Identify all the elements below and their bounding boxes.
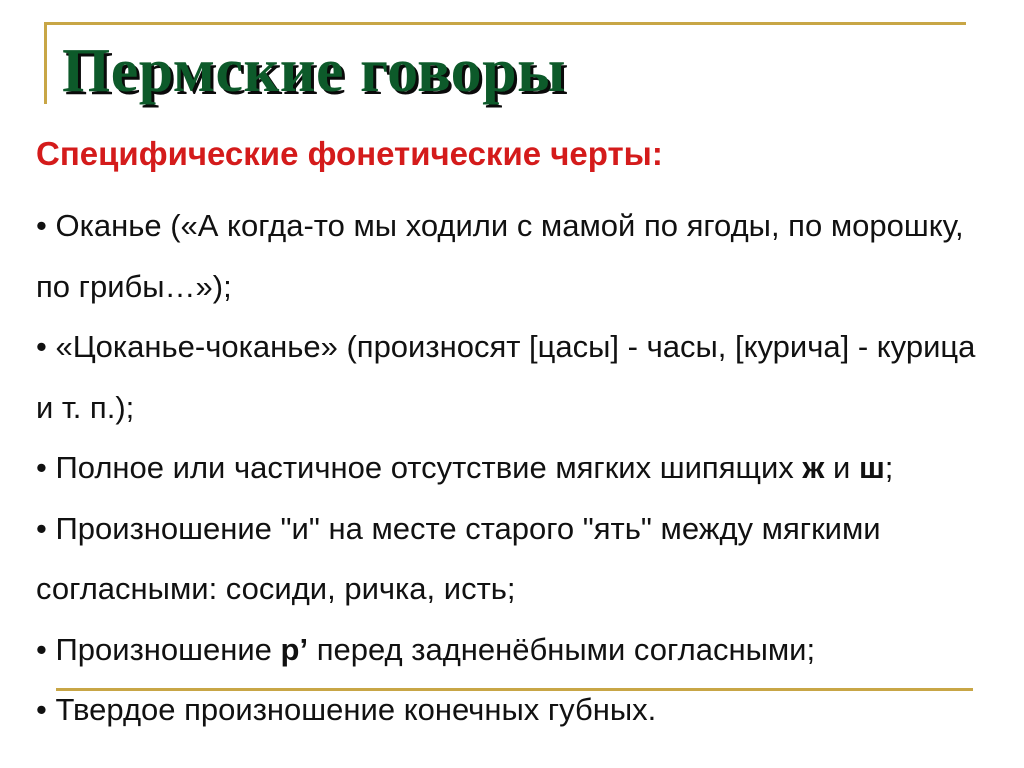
bullet-marker: • [36,450,47,485]
bold-letter-sh: ш [858,450,885,485]
bullet-text: «Цоканье-чоканье» (произносят [цасы] - часы, [курича] - курица и т. п.); [36,329,976,425]
bullet-list [36,196,996,741]
decor-line-left [44,22,47,104]
bold-letter-r: р’ [280,631,309,667]
bullet-text-mid: и [824,450,859,485]
bullet-text: Оканье («А когда-то мы ходили с мамой по ягоды, по морошку, по грибы…»); [36,208,964,304]
slide-title: Пермские говоры [62,37,567,105]
bold-letter-zh: ж [802,450,825,485]
bullet-text-post: перед задненёбными согласными; [308,631,816,667]
bullet-marker: • [36,329,47,364]
bullet-marker: • [36,692,47,727]
decor-line-top [44,22,966,25]
bullet-item-tsokanye [36,317,996,438]
bullet-text: Произношение "и" на месте старого "ять" между мягкими согласными: сосиди, ричка, исть; [36,510,881,606]
bullet-text-post: ; [884,450,894,485]
slide-subtitle: Специфические фонетические черты: [36,135,663,172]
bullet-item-shipyashchie [36,438,996,499]
bullet-marker: • [36,208,47,243]
bullet-marker: • [36,631,47,667]
bullet-text-pre: Произношение [55,631,281,667]
bullet-item-gubnye [36,680,996,741]
bullet-item-okanye [36,196,996,317]
bullet-item-r-soft [36,620,996,681]
bullet-text: Твердое произношение конечных губных. [55,692,657,727]
bullet-item-yat [36,499,996,620]
bullet-marker: • [36,510,47,546]
bullet-text-pre: Полное или частичное отсутствие мягких шипящих [55,450,803,485]
